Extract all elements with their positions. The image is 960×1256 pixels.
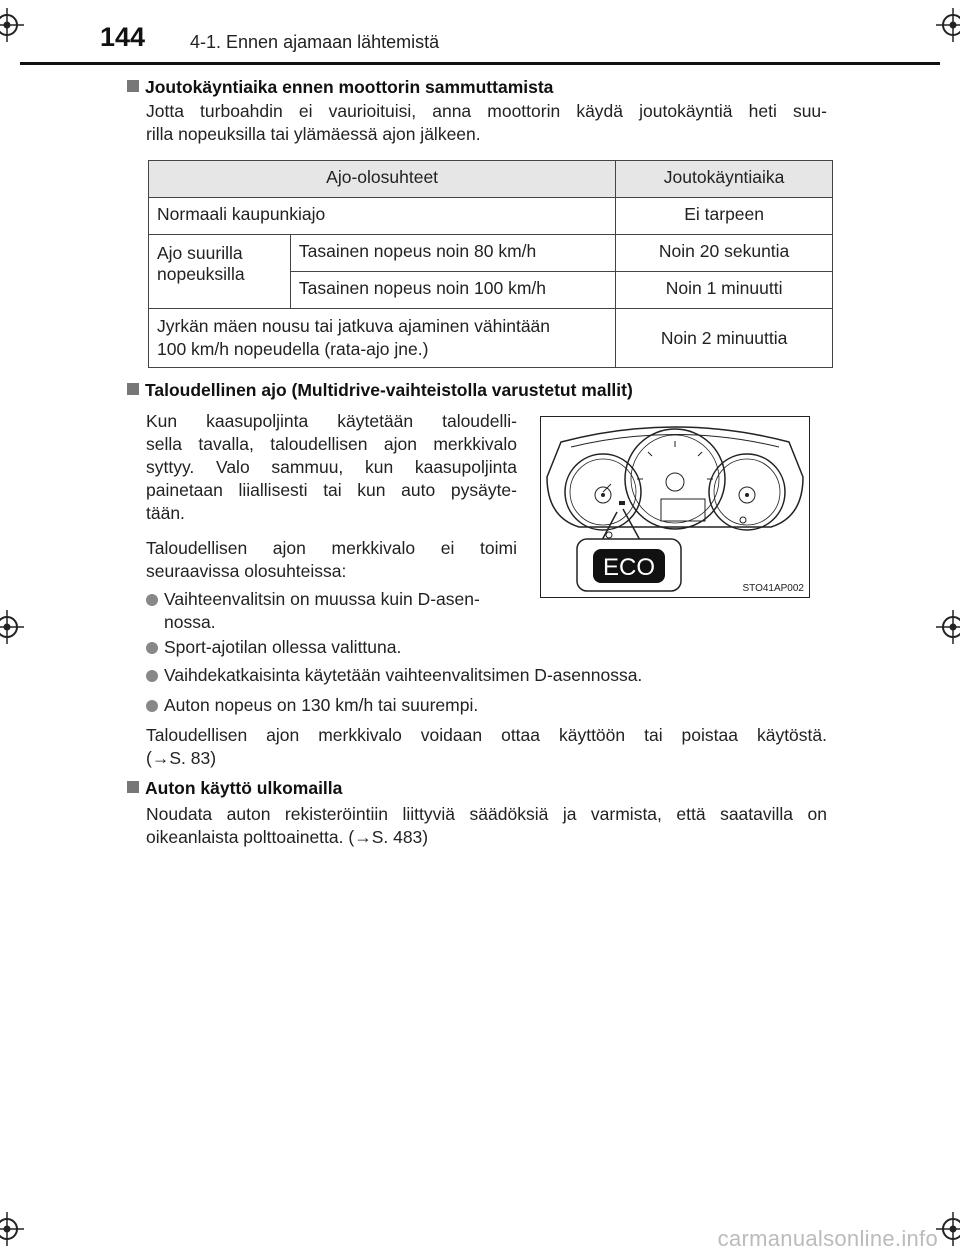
instrument-cluster-figure [540, 416, 810, 598]
bullet-item: Sport-ajotilan ollessa valittuna. [146, 636, 401, 659]
crop-mark-bottom-right-icon [936, 1212, 960, 1246]
page-number: 144 [100, 22, 146, 52]
square-bullet-icon [127, 781, 139, 793]
paragraph-abroad: Noudata auton rekisteröintiin liittyviä säädöksiä ja varmista, että saatavilla on oikeanlaista polttoainetta. (→S. 483) [146, 804, 827, 847]
section-title: 4-1. Ennen ajamaan lähtemistä [190, 32, 440, 52]
paragraph-eco-not-working: Taloudellisen ajon merkkivalo ei toimi seuraavissa olosuhteissa: [146, 538, 517, 581]
table-cell-time: Ei tarpeen [616, 198, 833, 235]
table-header-idle-time: Joutokäyntiaika [616, 161, 833, 198]
bullet-dot-icon [146, 594, 158, 606]
crop-mark-top-right-icon [936, 8, 960, 42]
crop-mark-middle-right-icon [936, 610, 960, 644]
crop-mark-bottom-left-icon [0, 1212, 24, 1246]
idle-time-table [148, 160, 833, 368]
paragraph-eco-settings: Taloudellisen ajon merkkivalo voidaan ottaa käyttöön tai poistaa käytöstä. (→S. 83) [146, 725, 827, 768]
table-row [149, 235, 833, 272]
table-cell-condition: Tasainen nopeus noin 80 km/h [290, 235, 615, 272]
table-cell-condition: Jyrkän mäen nousu tai jatkuva ajaminen vähintään 100 km/h nopeudella (rata-ajo jne.) [149, 309, 616, 368]
eco-label: ECO [602, 554, 656, 581]
paragraph-idle-time: Jotta turboahdin ei vaurioituisi, anna moottorin käydä joutokäyntiä heti suu- rilla nopeuksilla tai ylämäessä ajon jälkeen. [146, 101, 827, 144]
bullet-dot-icon [146, 670, 158, 682]
table-cell-condition: Normaali kaupunkiajo [149, 198, 616, 235]
table-row [149, 309, 833, 368]
table-header-row [149, 161, 833, 198]
table-header-conditions: Ajo-olosuhteet [149, 161, 616, 198]
table-cell-time: Noin 2 minuuttia [616, 309, 833, 368]
square-bullet-icon [127, 383, 139, 395]
header-divider [20, 62, 940, 65]
table-row [149, 198, 833, 235]
heading-abroad: Auton käyttö ulkomailla [127, 778, 342, 799]
table-cell-time: Noin 20 sekuntia [616, 235, 833, 272]
table-cell-time: Noin 1 minuutti [616, 272, 833, 309]
heading-eco-driving: Taloudellinen ajo (Multidrive-vaihteistolla varustetut mallit) [127, 380, 633, 401]
square-bullet-icon [127, 80, 139, 92]
bullet-dot-icon [146, 700, 158, 712]
table-cell-group-label: Ajo suurilla nopeuksilla [149, 235, 291, 309]
paragraph-eco-indicator: Kun kaasupoljinta käytetään taloudelli- sella tavalla, taloudellisen ajon merkkivalo syttyy. Valo sammuu, kun kaasupoljinta painetaan liiallisesti tai kun auto pysäyte- tään. [146, 411, 517, 523]
figure-caption: STO41AP002 [742, 583, 804, 594]
watermark[interactable]: carmanualsonline.info [717, 1226, 938, 1251]
heading-idle-time: Joutokäyntiaika ennen moottorin sammuttamista [127, 77, 553, 98]
table-cell-condition: Tasainen nopeus noin 100 km/h [290, 272, 615, 309]
bullet-item: Vaihteenvalitsin on muussa kuin D-asen- nossa. [146, 588, 518, 634]
crop-mark-top-left-icon [0, 8, 24, 42]
bullet-item: Vaihdekatkaisinta käytetään vaihteenvalitsimen D-asennossa. [146, 664, 642, 687]
bullet-dot-icon [146, 642, 158, 654]
bullet-item: Auton nopeus on 130 km/h tai suurempi. [146, 694, 478, 717]
instrument-cluster-icon [541, 417, 809, 597]
crop-mark-middle-left-icon [0, 610, 24, 644]
